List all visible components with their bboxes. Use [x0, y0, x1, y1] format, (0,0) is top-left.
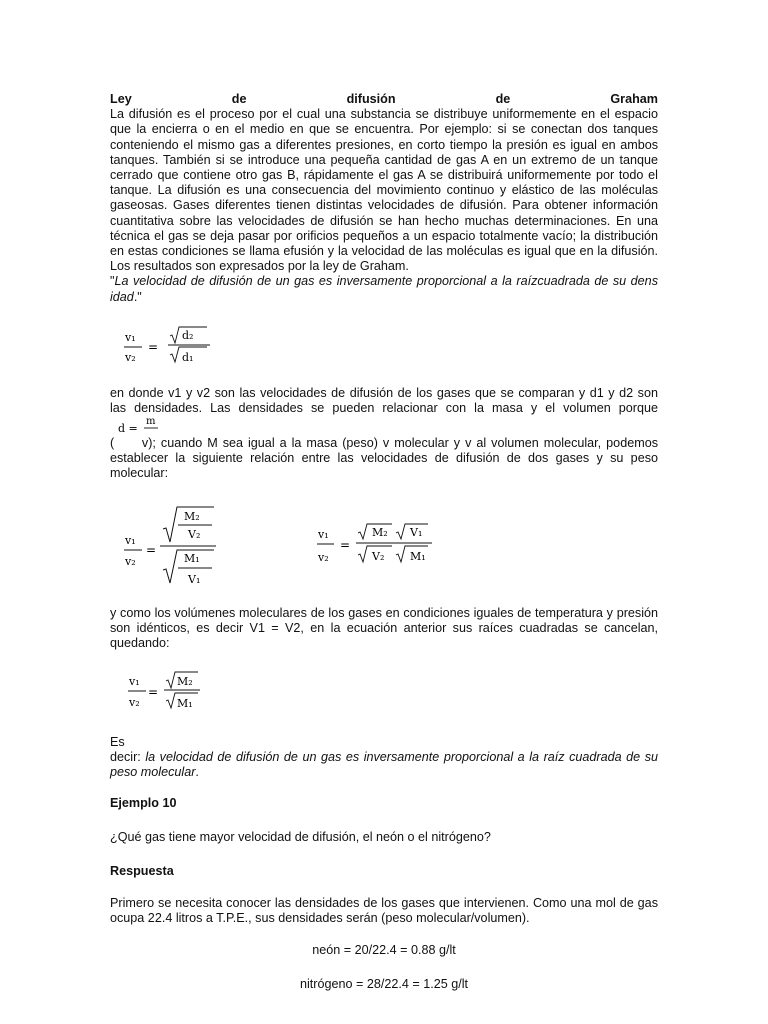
eq2-V1: V₁: [188, 573, 201, 586]
eq2-M2: M₂: [184, 510, 200, 523]
answer-text: Primero se necesita conocer las densidades de los gases que intervienen. Como una mol de gas ocupa 22.4 litros a T.P.E., sus densidades serán (peso molecular/volumen).: [110, 896, 658, 926]
page-title: [110, 92, 658, 107]
eq2-v1: v₁: [125, 534, 136, 547]
equation-molecular-split: [316, 520, 440, 570]
eq1-d2: d₂: [182, 329, 194, 342]
conclusion-decir: decir:: [110, 750, 146, 765]
document-body: [110, 92, 658, 305]
equation-molecular-nested: [122, 504, 226, 594]
eq3-equals: =: [340, 538, 351, 552]
title-word: de: [495, 92, 511, 106]
eq4-v1: v₁: [129, 675, 140, 688]
eq3-V1: V₁: [410, 526, 423, 539]
p2-den: v: [141, 436, 149, 450]
eq2-v2: v₂: [125, 555, 136, 568]
eq3-M1: M₁: [410, 550, 426, 563]
equation-density: [122, 326, 232, 372]
example-title: Ejemplo 10: [110, 796, 177, 810]
p2-rest: ); cuando M sea igual a la masa (peso) v molecular y v al volumen molecular, podemos establecer la siguiente relación entre las velocidades de difusión de dos gases y su peso molecular:: [110, 436, 658, 481]
law-quote-text: La velocidad de difusión de un gas es inversamente proporcional a la raízcuadrada de su dens idad: [110, 274, 658, 304]
eq4-M2: M₂: [177, 675, 193, 688]
eq2-V2: V₂: [188, 528, 201, 541]
eq1-v2: v₂: [125, 351, 136, 364]
eq1-v1: v₁: [125, 331, 136, 344]
eq3-v1: v₁: [318, 528, 329, 541]
conclusion-es: Es: [110, 735, 125, 749]
conclusion: [110, 735, 658, 781]
eq4-M1: M₁: [177, 697, 193, 710]
density-lhs: d =: [118, 422, 138, 435]
eq2-M1: M₁: [184, 552, 200, 565]
intro-paragraph: La difusión es el proceso por el cual una substancia se distribuye uniformemente en el espacio que la encierra o en el medio en que se encuentra. Por ejemplo: si se conectan dos tanques conteniendo el mismo gas a diferentes presiones, en corto tiempo la presión es igual en ambos tanques. También si se introduce una pequeña cantidad de gas A en un extremo de un tanque cerrado que contiene otro gas B, rápidamente el gas A se distribuirá uniformemente por todo el tanque. La difusión es una consecuencia del movimiento continuo y elástico de las moléculas gaseosas. Gases diferentes tienen distintas velocidades de difusión. Para obtener información cuantitativa sobre las velocidades de difusión se han hecho muchas determinaciones. En una técnica el gas se deja pasar por orificios pequeños a un espacio totalmente vacío; la distribución en estas condiciones se llama efusión y la velocidad de las moléculas es igual que en la difusión. Los resultados son expresados por la ley de Graham.: [110, 107, 658, 274]
eq2-equals: =: [146, 543, 157, 557]
eq3-V2: V₂: [372, 550, 385, 563]
p2-line1: en donde v1 y v2 son las velocidades de difusión de los gases que se comparan y d1 y d2 son: [110, 386, 658, 400]
neon-density: neón = 20/22.4 = 0.88 g/lt: [312, 943, 456, 957]
quote-close: .": [133, 289, 142, 304]
eq1-equals: =: [148, 340, 159, 354]
answer-title: Respuesta: [110, 864, 174, 878]
answer-paragraph: [110, 896, 658, 926]
conclusion-end: .: [195, 765, 199, 780]
density-formula: [118, 414, 164, 436]
paragraph-cancel: [110, 606, 658, 652]
p2-open: (: [110, 436, 115, 450]
eq3-M2: M₂: [372, 526, 388, 539]
p3-text: y como los volúmenes moleculares de los gases en condiciones iguales de temperatura y presión son idénticos, es decir V1 = V2, en la ecuación anterior sus raíces cuadradas se cancelan, quedando:: [110, 606, 658, 651]
law-quote: [110, 274, 658, 304]
nitrogen-density: nitrógeno = 28/22.4 = 1.25 g/lt: [299, 977, 469, 991]
title-word: Graham: [610, 92, 658, 106]
title-word: de: [231, 92, 247, 106]
conclusion-text: la velocidad de difusión de un gas es inversamente proporcional a la raíz cuadrada de su peso molecular: [110, 750, 658, 780]
title-word: difusión: [346, 92, 396, 106]
eq4-equals: =: [148, 685, 159, 699]
title-word: Ley: [110, 92, 132, 106]
p2-line2: las densidades. Las densidades se pueden relacionar con la masa y el volumen porque: [110, 401, 658, 416]
paragraph-densities: [110, 386, 658, 416]
eq3-v2: v₂: [318, 551, 329, 564]
density-num: m: [146, 416, 156, 427]
question-text: ¿Qué gas tiene mayor velocidad de difusión, el neón o el nitrógeno?: [110, 830, 491, 844]
paragraph-molecular: [110, 436, 658, 482]
equation-final: [126, 670, 212, 716]
quote-open: ": [110, 274, 115, 289]
eq4-v2: v₂: [129, 696, 140, 709]
eq1-d1: d₁: [182, 351, 194, 364]
